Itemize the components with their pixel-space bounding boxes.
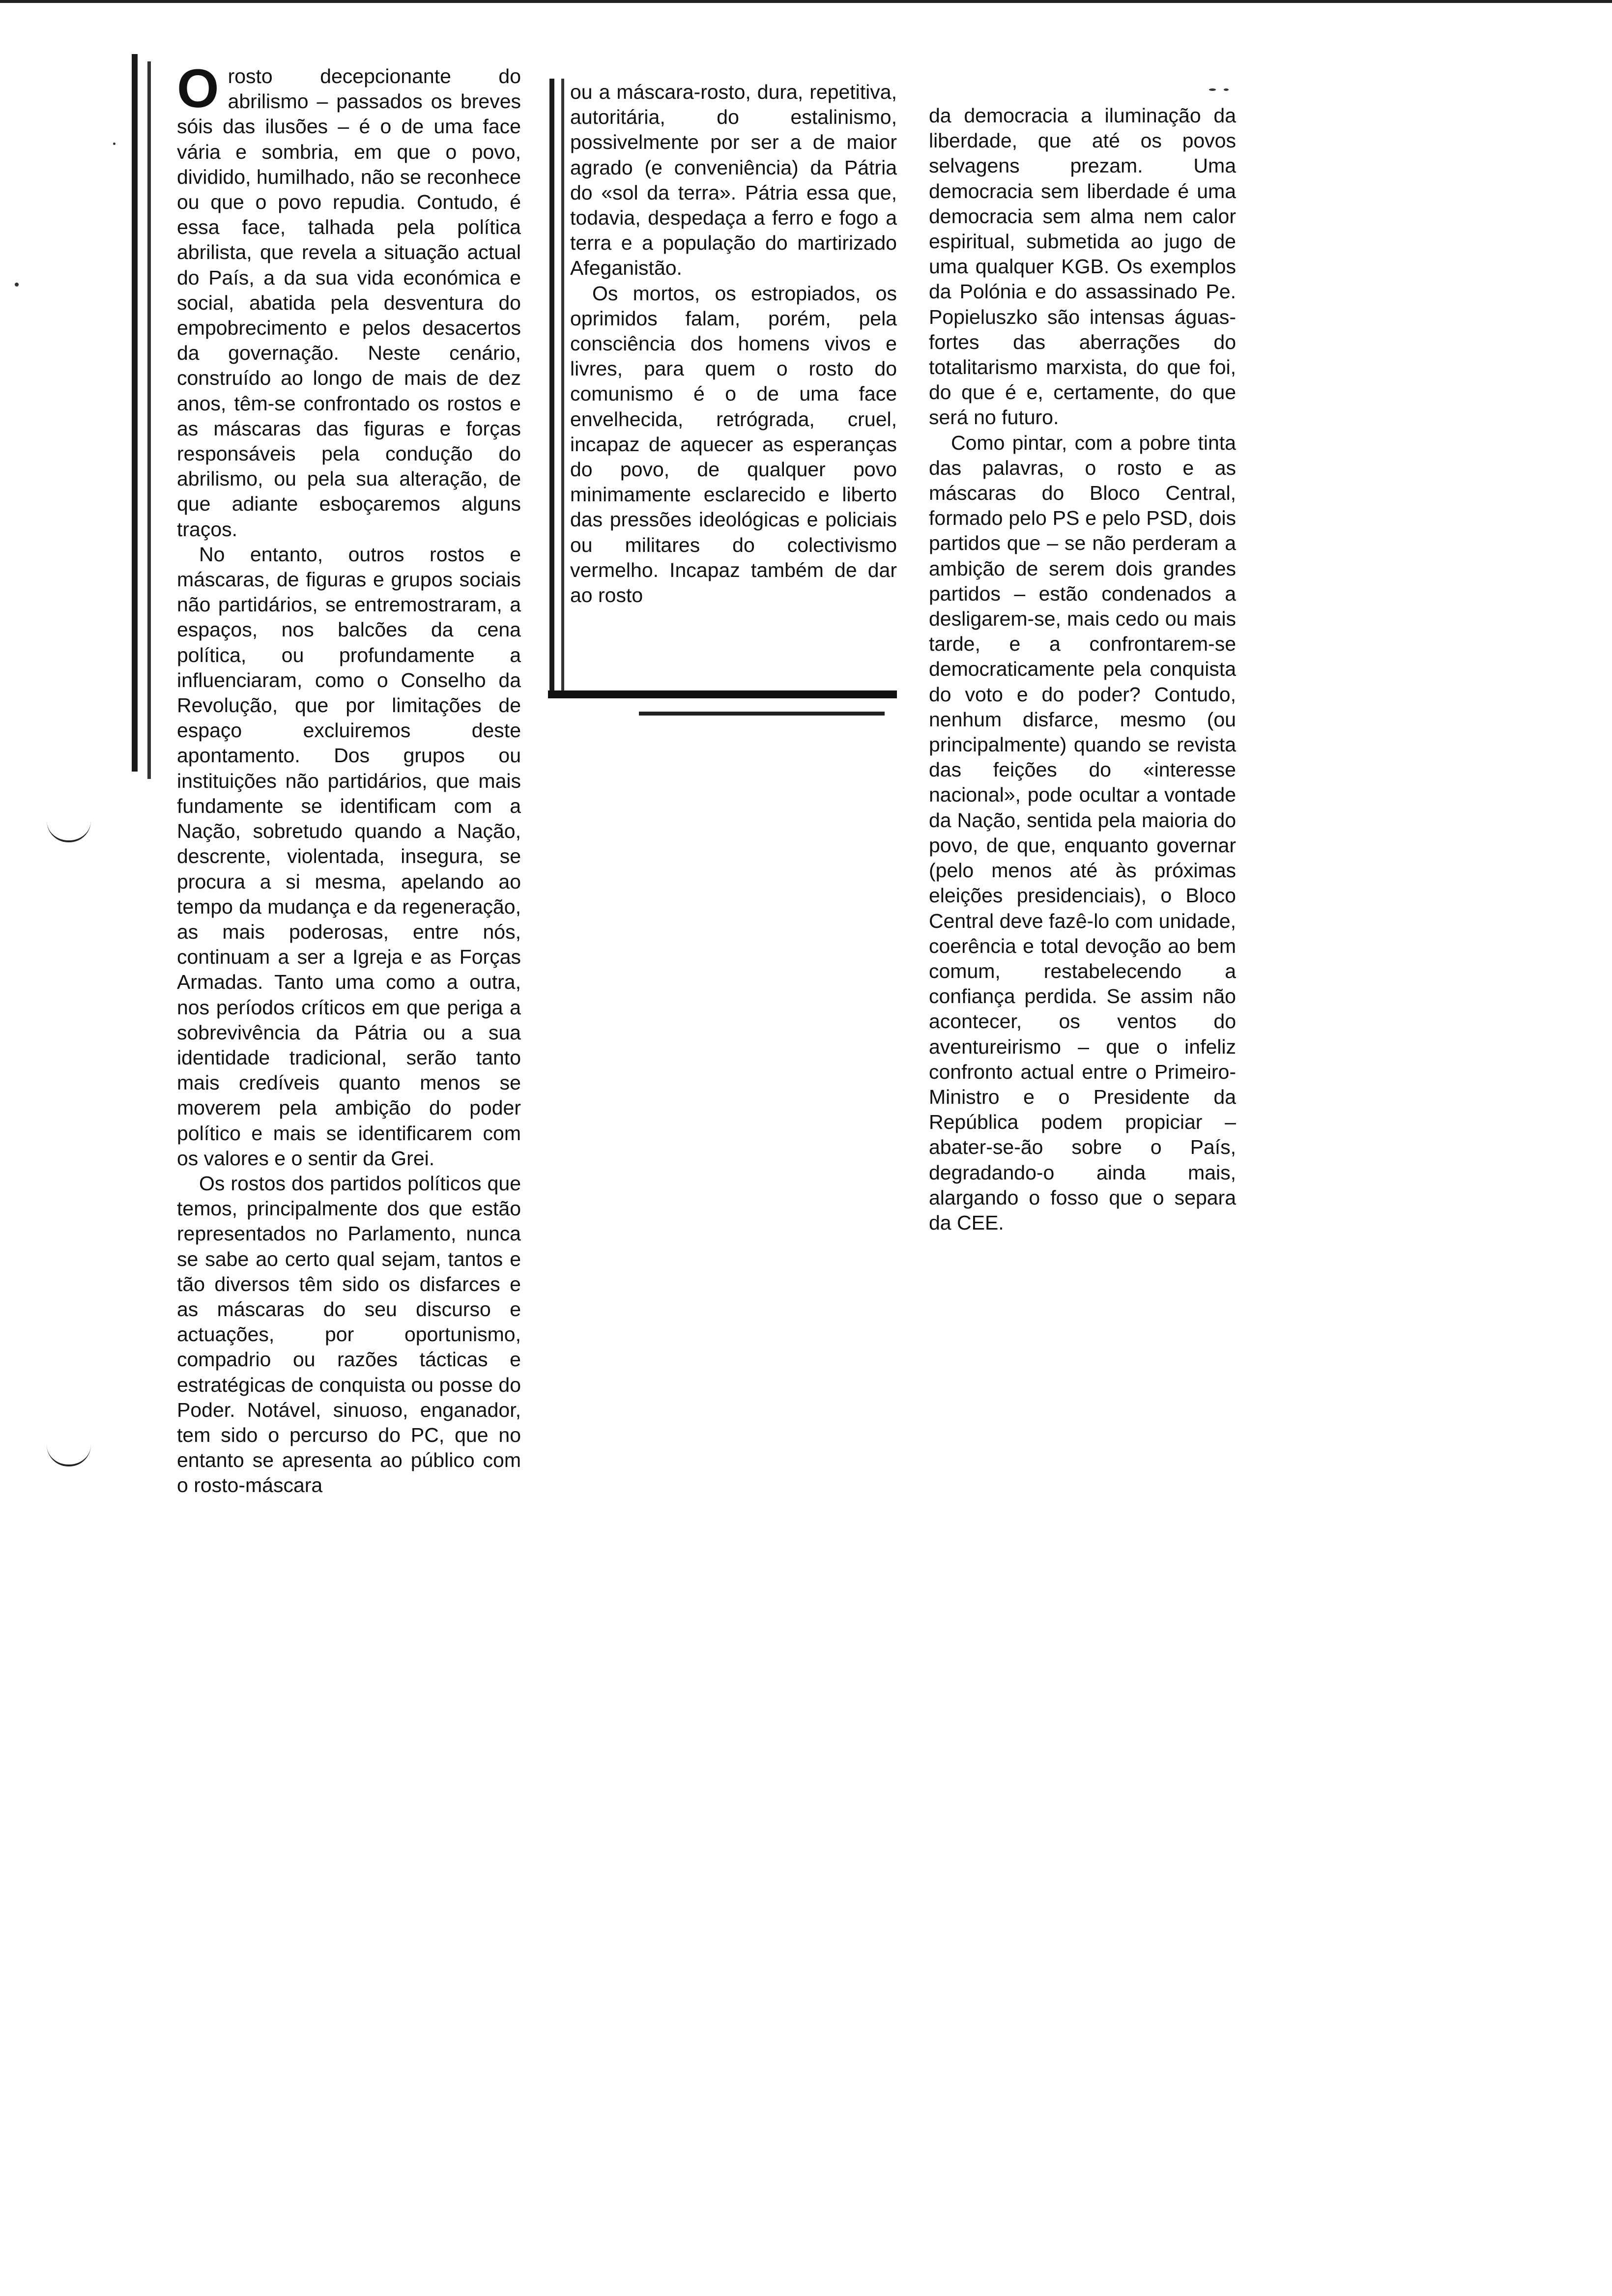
scan-speck [15,283,19,287]
scan-speck [113,143,115,145]
top-page-edge-rule [0,0,1612,3]
scan-speck [1209,88,1216,91]
column-rule-left-inner [147,61,151,779]
paragraph: ou a máscara-rosto, dura, repetitiva, autoritária, do estalinismo, possivelmente por ser a de maior agrado (e conveniência) da Pátria do «sol da terra». Pátria essa que, todavia, despedaça a ferro e fogo a terra e a população do martirizado Afeganistão. [570,81,897,280]
paragraph [177,58,521,542]
paragraph: Os mortos, os estropiados, os oprimidos falam, porém, pela consciência dos homens vivos e livres, para quem o rosto do comunismo é o de uma face envelhecida, retrógrada, cruel, incapaz de aquecer as esperanças do povo, de qualquer povo minimamente esclarecido e liberto das pressões ideológicas e policiais ou militares do colectivismo vermelho. Incapaz também de dar ao rosto [570,282,897,607]
drop-cap: O [177,58,219,119]
paragraph-text: rosto decepcionante do abrilismo – passados os breves sóis das ilusões – é o de uma face vária e sombria, em que o povo, dividido, humilhado, não se reconhece ou que o povo repudia. Contudo, é essa face, talhada pela política abrilista, que revela a situação actual do País, a da sua vida económica e social, abatida pela desventura do empobrecimento e pelos desacertos da governação. Neste cenário, construído ao longo de mais de dez anos, têm-se confrontado os rostos e as máscaras das figuras e forças responsáveis pela condução do abrilismo, ou pela sua alteração, de que adiante esboçaremos alguns traços. [177,65,521,541]
binder-hole-mark [47,821,91,842]
article-column-3 [929,103,1236,1235]
column-rule-left [132,54,138,772]
paragraph: da democracia a iluminação da liberdade, que até os povos selvagens prezam. Uma democracia sem liberdade é uma democracia sem alma nem calor espiritual, submetida ao jugo de uma qualquer KGB. Os exemplos da Polónia e do assassinado Pe. Popieluszko são intensas águas-fortes das aberrações do totalitarismo marxista, do que foi, do que é e, certamente, do que será no futuro. [929,104,1236,429]
box-bottom-rule [548,690,897,698]
article-column-1 [177,58,521,1498]
column-rule-middle-inner [561,79,564,693]
paragraph: No entanto, outros rostos e máscaras, de figuras e grupos sociais não partidários, se entremostraram, a espaços, nos balcões da cena política, ou profundamente a influenciaram, como o Conselho da Revolução, que por limitações de espaço excluiremos deste apontamento. Dos grupos ou instituições não partidários, que mais fundamente se identificam com a Nação, sobretudo quando a Nação, descrente, violentada, insegura, se procura a si mesma, apelando ao tempo da mudança e da regeneração, as mais poderosas, entre nós, continuam a ser a Igreja e as Forças Armadas. Tanto uma como a outra, nos períodos críticos em que periga a sobrevivência da Pátria ou a sua identidade tradicional, serão tanto mais credíveis quanto menos se moverem pela ambição do poder político e mais se identificarem com os valores e o sentir da Grei. [177,543,521,1170]
paragraph: Como pintar, com a pobre tinta das palavras, o rosto e as máscaras do Bloco Central, formado pelo PS e pelo PSD, dois partidos que – se não perderam a ambição de serem dois grandes partidos – estão condenados a desligarem-se, mais cedo ou mais tarde, e a confrontarem-se democraticamente pela conquista do voto e do poder? Contudo, nenhum disfarce, mesmo (ou principalmente) quando se revista das feições do «interesse nacional», pode ocultar a vontade da Nação, sentida pela maioria do povo, de que, enquanto governar (pelo menos até às próximas eleições presidenciais), o Bloco Central deve fazê-lo com unidade, coerência e total devoção ao bem comum, restabelecendo a confiança perdida. Se assim não acontecer, os ventos do aventureirismo – que o infeliz confronto actual entre o Primeiro-Ministro e o Presidente da República podem propiciar – abater-se-ão sobre o País, degradando-o ainda mais, alargando o fosso que o separa da CEE. [929,431,1236,1234]
column-rule-middle [549,79,554,693]
box-bottom-rule-secondary [639,712,885,716]
article-column-2 [570,80,897,608]
paragraph: Os rostos dos partidos políticos que temos, principalmente dos que estão representados no Parlamento, nunca se sabe ao certo qual sejam, tantos e tão diversos têm sido os disfarces e as máscaras do seu discurso e actuações, por oportunismo, compadrio ou razões tácticas e estratégicas de conquista ou posse do Poder. Notável, sinuoso, enganador, tem sido o percurso do PC, que no entanto se apresenta ao público com o rosto-máscara [177,1172,521,1497]
binder-hole-mark [47,1445,91,1466]
scan-speck [1224,88,1229,91]
